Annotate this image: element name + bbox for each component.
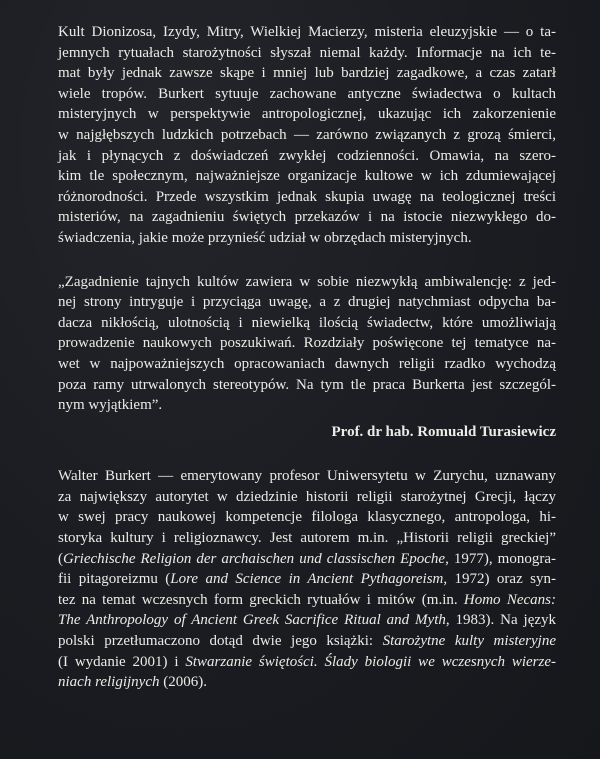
bio-line: za największy autorytet w dziedzinie historii religii starożytnej Grecji, łączy (58, 488, 556, 505)
blurb-line: jemnych rytuałach starożytności słyszał niemal każdy. Informacje na ich te- (58, 44, 556, 61)
bio-text: (I wydanie 2001) i (58, 653, 186, 670)
bio-text: polski przetłumaczono dotąd dwie jego książki: (58, 633, 383, 650)
book-title: Starożytne kulty misteryjne (382, 633, 557, 650)
bio-line: storyka kultury i religioznawcy. Jest autorem m.in. „Historii religii greckiej” (58, 530, 556, 547)
blurb-line: Kult Dionizosa, Izydy, Mitry, Wielkiej Macierzy, misteria eleuzyjskie — o ta- (58, 24, 556, 40)
bio-line (58, 549, 556, 570)
book-title: Stwarzanie świętości. Ślady biologii we wczesnych wierze- (185, 653, 557, 670)
blurb-line: wiele tropów. Burkert sytuuje zachowane antyczne świadectwa o kultach (58, 85, 556, 102)
bio-text: fii pitagoreizmu ( (58, 571, 171, 588)
blurb-line: różnorodności. Przede wszystkim jednak skupia uwagę na teologicznej treści (58, 188, 556, 205)
book-title: Homo Necans: (463, 591, 556, 608)
bio-line: w swej pracy naukowej kompetencje filologa klasycznego, antropologa, hi- (58, 509, 556, 526)
book-title: niach religijnych (58, 674, 160, 691)
bio-text: (2006). (159, 674, 207, 691)
bio-line (58, 590, 556, 611)
blurb-line: misteryjnych w perspektywie antropologicznej, ukazując ich zakorzenienie (58, 106, 556, 123)
book-title: Lore and Science in Ancient Pythagoreism (170, 571, 444, 588)
blurb-line: jak i płynących z doświadczeń zwykłej codzienności. Omawia, na szero- (58, 147, 556, 164)
bio-line: Walter Burkert — emerytowany profesor Uniwersytetu w Zurychu, uznawany (58, 468, 556, 485)
paren-open: ( (58, 550, 63, 567)
bio-text: , 1983). Na język (445, 612, 557, 629)
quote-line: nym wyjątkiem”. (58, 397, 163, 414)
bio-line (58, 631, 556, 652)
bio-line (58, 569, 556, 590)
bio-text: tez na temat wczesnych form greckich rytuałów i mitów (m.in. (58, 591, 464, 608)
bio-text: , 1972) oraz syn- (443, 571, 556, 588)
bio-text: , 1977), monogra- (445, 550, 557, 567)
quote-line: poza ramy utrwalonych stereotypów. Na tym tle praca Burkerta jest szczegól- (58, 376, 556, 393)
bio-line (58, 610, 556, 631)
blurb-line: mat były jednak zawsze skąpe i mniej lub bardziej zagadkowe, a czas zatarł (58, 65, 556, 82)
bio-line (58, 652, 556, 673)
quote-attribution: Prof. dr hab. Romuald Turasiewicz (331, 423, 556, 440)
blurb-line: misteriów, na zagadnieniu świętych przekazów i na istocie niezwykłego do- (58, 209, 556, 226)
quote-line: „Zagadnienie tajnych kultów zawiera w sobie niezwykłą ambiwalencję: z jed- (58, 273, 556, 290)
quote-line: dacza nikłością, ulotnością i niewielką ilością świadectw, które umożliwiają (58, 314, 556, 331)
blurb-line: kim tle społecznym, najważniejsze organizacje kultowe w ich zdumiewającej (58, 168, 556, 185)
book-title: The Anthropology of Ancient Greek Sacrifice Ritual and Myth (58, 612, 446, 629)
blurb-paragraph (58, 22, 556, 249)
quote-line: prowadzenie naukowych poszukiwań. Rozdziały poświęcone tej tematyce na- (58, 335, 556, 352)
author-bio (58, 466, 556, 693)
blurb-line: w najgłębszych ludzkich potrzebach — zarówno związanych z grozą śmierci, (58, 126, 556, 143)
bio-line (58, 672, 556, 693)
review-quote (58, 272, 556, 416)
blurb-line: świadczenia, jakie może przynieść udział w obrzędach misteryjnych. (58, 229, 472, 246)
book-title: Griechische Religion der archaischen und classischen Epoche (63, 550, 446, 567)
quote-line: nej strony intryguje i przyciąga uwagę, a z drugiej natychmiast odpycha ba- (58, 294, 556, 311)
quote-line: wet w najpoważniejszych opracowaniach dawnych religii rzadko wychodzą (58, 355, 556, 372)
